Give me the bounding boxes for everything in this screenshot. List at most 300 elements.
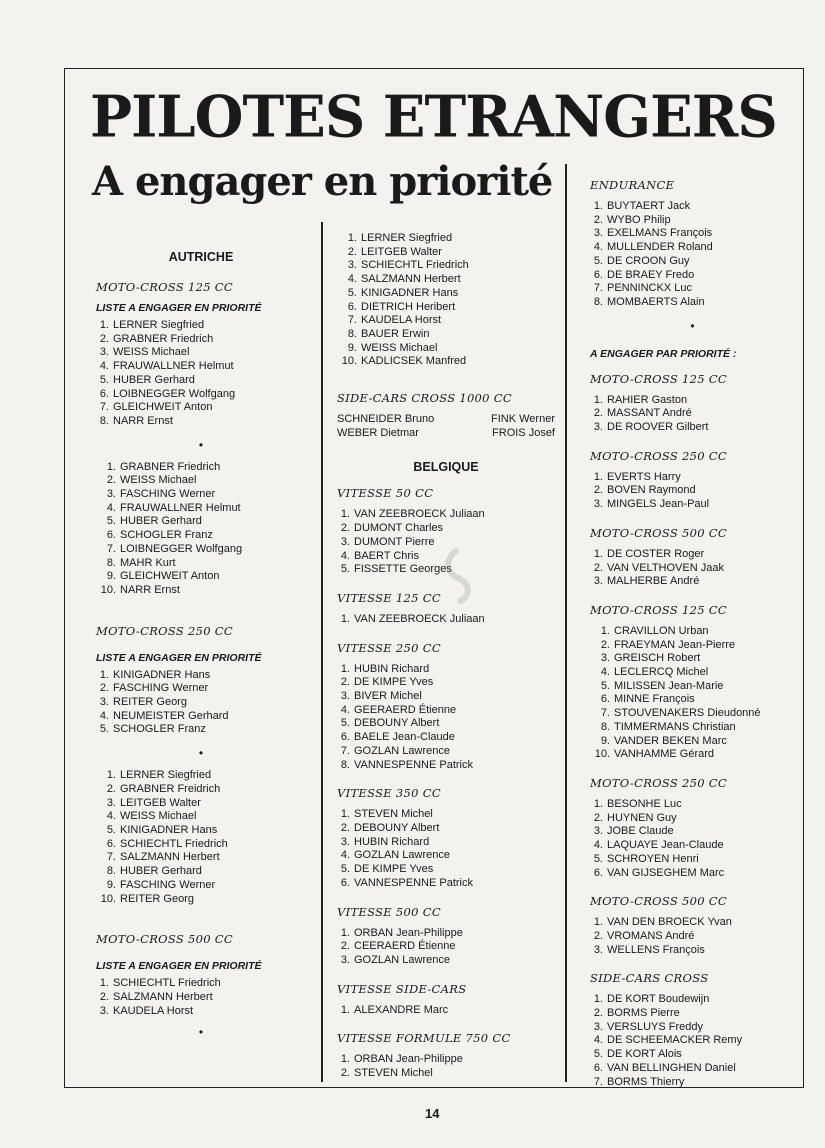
rider-number: 7. <box>340 744 350 757</box>
rider-name: BORMS Thierry <box>607 1075 685 1088</box>
rider-number: 3. <box>593 825 603 838</box>
category-title: SIDE-CARS CROSS <box>590 971 709 986</box>
column-austria-1 <box>96 250 306 1038</box>
rider-name: BAERT Chris <box>354 549 420 562</box>
rider-entry <box>96 893 306 907</box>
rider-number: 1. <box>106 460 116 473</box>
rider-name: STEVEN Michel <box>354 808 433 821</box>
rider-entry <box>590 394 795 408</box>
category-title: VITESSE SIDE-CARS <box>337 981 467 996</box>
passenger: FINK Werner <box>491 413 555 426</box>
page-title: PILOTES ETRANGERS <box>90 83 777 151</box>
rider-number: 6. <box>340 731 350 744</box>
rider-name: GREISCH Robert <box>614 652 701 665</box>
category-title: MOTO-CROSS 500 CC <box>96 932 234 947</box>
rider-name: DUMONT Pierre <box>354 535 435 548</box>
rider-number: 2. <box>593 1007 603 1020</box>
rider-name: KINIGADNER Hans <box>361 286 459 299</box>
rider-name: EVERTS Harry <box>607 470 681 483</box>
column-divider <box>321 222 323 1082</box>
rider-number: 10. <box>100 583 116 596</box>
rider-number: 8. <box>593 295 603 308</box>
rider-name: WEISS Michael <box>361 341 438 354</box>
rider-name: STOUVENAKERS Dieudonné <box>614 707 761 720</box>
rider-name: DE KORT Boudewijn <box>607 993 710 1006</box>
rider-name: VAN VELTHOVEN Jaak <box>607 561 724 574</box>
rider-entry <box>337 613 555 627</box>
rider-number: 2. <box>340 940 350 953</box>
rider-name: MILISSEN Jean-Marie <box>614 679 724 692</box>
rider-entry <box>96 474 306 488</box>
rider-name: DE ROOVER Gilbert <box>607 421 709 434</box>
rider-entry <box>96 515 306 529</box>
rider-number: 1. <box>593 393 603 406</box>
rider-name: GLEICHWEIT Anton <box>120 570 220 583</box>
rider-entry <box>590 575 795 589</box>
rider-number: 3. <box>593 575 603 588</box>
rider-list <box>337 1053 555 1080</box>
rider-entry <box>337 745 555 759</box>
rider-name: HUYNEN Guy <box>607 811 677 824</box>
rider-number: 8. <box>347 327 357 340</box>
rider-number: 4. <box>340 703 350 716</box>
rider-name: GOZLAN Lawrence <box>354 744 450 757</box>
rider-entry <box>337 314 555 328</box>
rider-entry <box>96 360 306 374</box>
rider-number: 5. <box>593 1048 603 1061</box>
rider-entry <box>96 415 306 429</box>
rider-number: 4. <box>347 273 357 286</box>
category-title: MOTO-CROSS 500 CC <box>590 525 728 540</box>
rider-number: 1. <box>340 612 350 625</box>
category-title: VITESSE 500 CC <box>337 904 441 919</box>
rider-entry <box>590 944 795 958</box>
rider-entry <box>96 723 306 737</box>
rider-name: SCHIECHTL Friedrich <box>120 837 228 850</box>
sidecar-pair <box>337 413 555 427</box>
rider-number: 6. <box>106 837 116 850</box>
rider-entry <box>590 471 795 485</box>
rider-number: 8. <box>106 556 116 569</box>
rider-name: PENNINCKX Luc <box>607 282 692 295</box>
passenger: FROIS Josef <box>492 426 555 439</box>
rider-number: 4. <box>593 839 603 852</box>
rider-entry <box>590 498 795 512</box>
rider-number: 4. <box>99 709 109 722</box>
country-heading: AUTRICHE <box>168 250 234 264</box>
rider-number: 5. <box>99 373 109 386</box>
watermark-logo <box>440 548 476 604</box>
rider-number: 1. <box>593 547 603 560</box>
rider-entry <box>590 693 795 707</box>
rider-entry <box>590 853 795 867</box>
rider-number: 2. <box>600 638 610 651</box>
rider-entry <box>337 342 555 356</box>
rider-number: 3. <box>340 835 350 848</box>
rider-entry <box>337 822 555 836</box>
rider-entry <box>96 977 306 991</box>
rider-entry <box>96 865 306 879</box>
rider-entry <box>590 930 795 944</box>
rider-number: 1. <box>340 926 350 939</box>
category-title: VITESSE 50 CC <box>337 486 434 501</box>
rider-number: 3. <box>340 535 350 548</box>
rider-number: 2. <box>340 522 350 535</box>
rider-name: CEERAERD Étienne <box>354 940 456 953</box>
rider-entry <box>590 421 795 435</box>
rider-entry <box>96 824 306 838</box>
category-title: MOTO-CROSS 500 CC <box>590 894 728 909</box>
rider-entry <box>337 759 555 773</box>
rider-name: WELLENS François <box>607 943 705 956</box>
rider-entry <box>590 839 795 853</box>
rider-entry <box>590 562 795 576</box>
rider-name: WEISS Michael <box>120 474 197 487</box>
rider-entry <box>590 652 795 666</box>
rider-entry <box>96 879 306 893</box>
rider-name: BESONHE Luc <box>607 797 682 810</box>
rider-entry <box>337 849 555 863</box>
rider-entry <box>96 810 306 824</box>
rider-number: 2. <box>99 682 109 695</box>
rider-name: MULLENDER Roland <box>607 241 713 254</box>
category-title: MOTO-CROSS 125 CC <box>590 602 728 617</box>
driver: WEBER Dietmar <box>337 426 419 439</box>
rider-name: VANHAMME Gérard <box>614 748 715 761</box>
rider-name: SALZMANN Herbert <box>120 851 220 864</box>
rider-entry <box>590 707 795 721</box>
rider-entry <box>590 227 795 241</box>
rider-entry <box>96 461 306 475</box>
rider-entry <box>337 717 555 731</box>
category-title: MOTO-CROSS 125 CC <box>590 371 728 386</box>
rider-number: 2. <box>99 332 109 345</box>
rider-number: 7. <box>106 851 116 864</box>
rider-name: MASSANT André <box>607 407 692 420</box>
rider-number: 2. <box>593 484 603 497</box>
rider-entry <box>590 721 795 735</box>
rider-entry <box>96 696 306 710</box>
category-title: MOTO-CROSS 125 CC <box>96 280 234 294</box>
rider-entry <box>96 584 306 598</box>
rider-entry <box>96 851 306 865</box>
rider-number: 4. <box>99 360 109 373</box>
rider-entry <box>337 232 555 246</box>
rider-number: 2. <box>340 821 350 834</box>
rider-list <box>337 613 555 627</box>
rider-number: 7. <box>347 314 357 327</box>
rider-entry <box>337 690 555 704</box>
rider-number: 7. <box>600 707 610 720</box>
rider-entry <box>590 625 795 639</box>
rider-list <box>337 663 555 773</box>
rider-entry <box>590 680 795 694</box>
rider-number: 3. <box>106 796 116 809</box>
rider-name: DE KIMPE Yves <box>354 676 434 689</box>
rider-entry <box>337 273 555 287</box>
rider-name: SCHIECHTL Friedrich <box>113 977 221 990</box>
rider-entry <box>590 200 795 214</box>
rider-number: 6. <box>99 387 109 400</box>
rider-name: DE CROON Guy <box>607 254 690 267</box>
rider-name: LAQUAYE Jean-Claude <box>607 839 724 852</box>
rider-number: 8. <box>600 720 610 733</box>
rider-name: DEBOUNY Albert <box>354 717 440 730</box>
rider-number: 3. <box>106 488 116 501</box>
rider-entry <box>337 259 555 273</box>
category-title: MOTO-CROSS 250 CC <box>96 623 234 638</box>
rider-entry <box>337 863 555 877</box>
column-3 <box>590 178 795 1089</box>
rider-name: MINNE François <box>614 693 695 706</box>
rider-name: VROMANS André <box>607 929 695 942</box>
rider-name: EXELMANS François <box>607 227 713 240</box>
category-title: VITESSE 350 CC <box>337 786 441 801</box>
rider-name: FRAUWALLNER Helmut <box>120 501 241 514</box>
rider-name: BOVEN Raymond <box>607 484 696 497</box>
priority-heading: A ENGAGER PAR PRIORITÉ : <box>590 347 737 360</box>
rider-name: BUYTAERT Jack <box>607 200 691 212</box>
rider-number: 4. <box>340 549 350 562</box>
rider-name: GOZLAN Lawrence <box>354 849 450 862</box>
rider-number: 1. <box>600 624 610 637</box>
rider-name: JOBE Claude <box>607 825 674 838</box>
rider-number: 3. <box>99 1004 109 1017</box>
rider-number: 3. <box>340 953 350 966</box>
rider-number: 6. <box>347 300 357 313</box>
rider-entry <box>337 301 555 315</box>
rider-entry <box>337 927 555 941</box>
rider-number: 5. <box>106 515 116 528</box>
rider-name: DE BRAEY Fredo <box>607 268 695 281</box>
page-subtitle: A engager en priorité <box>92 158 553 205</box>
rider-name: LECLERCQ Michel <box>614 666 709 679</box>
rider-name: MOMBAERTS Alain <box>607 295 705 308</box>
rider-name: STEVEN Michel <box>354 1067 433 1080</box>
rider-name: GRABNER Friedrich <box>120 460 221 473</box>
rider-number: 3. <box>593 421 603 434</box>
rider-number: 2. <box>593 407 603 420</box>
rider-number: 6. <box>593 1061 603 1074</box>
rider-entry <box>96 570 306 584</box>
rider-entry <box>96 838 306 852</box>
separator-dot: • <box>198 1025 204 1040</box>
rider-entry <box>590 296 795 310</box>
rider-entry <box>590 255 795 269</box>
rider-number: 9. <box>347 341 357 354</box>
rider-name: DE COSTER Roger <box>607 547 705 560</box>
rider-number: 3. <box>593 498 603 511</box>
rider-number: 6. <box>593 866 603 879</box>
rider-number: 1. <box>593 993 603 1006</box>
rider-name: BORMS Pierre <box>607 1007 680 1020</box>
rider-entry <box>96 502 306 516</box>
rider-number: 4. <box>340 849 350 862</box>
rider-entry <box>337 877 555 891</box>
rider-entry <box>590 1021 795 1035</box>
rider-list <box>590 798 795 880</box>
rider-name: WEISS Michael <box>113 346 190 359</box>
rider-number: 5. <box>593 254 603 267</box>
rider-name: DE SCHEEMACKER Remy <box>607 1034 743 1047</box>
rider-name: SCHROYEN Henri <box>607 852 699 865</box>
rider-name: FASCHING Werner <box>113 682 209 695</box>
rider-number: 8. <box>99 414 109 427</box>
rider-name: LOIBNEGGER Wolfgang <box>113 387 236 400</box>
rider-name: CRAVILLON Urban <box>614 624 709 637</box>
category-title: VITESSE 125 CC <box>337 590 441 605</box>
rider-name: VANDER BEKEN Marc <box>614 734 727 747</box>
rider-number: 1. <box>340 1053 350 1066</box>
rider-entry <box>96 710 306 724</box>
rider-number: 8. <box>106 865 116 878</box>
rider-name: NEUMEISTER Gerhard <box>113 709 229 722</box>
rider-name: GLEICHWEIT Anton <box>113 401 213 414</box>
rider-number: 2. <box>340 1067 350 1080</box>
rider-number: 5. <box>106 823 116 836</box>
rider-name: GRABNER Freidrich <box>120 782 221 795</box>
rider-name: VAN DEN BROECK Yvan <box>607 916 732 929</box>
rider-name: KINIGADNER Hans <box>113 668 211 681</box>
rider-list <box>96 769 306 906</box>
rider-number: 1. <box>593 200 603 212</box>
priority-label: LISTE A ENGAGER EN PRIORITÉ <box>96 960 262 973</box>
page-number: 14 <box>425 1106 440 1121</box>
rider-entry <box>96 488 306 502</box>
rider-name: TIMMERMANS Christian <box>614 720 736 733</box>
rider-name: HUBIN Richard <box>354 835 430 848</box>
rider-number: 1. <box>347 232 357 244</box>
rider-name: NARR Ernst <box>120 583 180 596</box>
rider-entry <box>590 867 795 881</box>
rider-number: 7. <box>593 1075 603 1088</box>
rider-number: 6. <box>593 268 603 281</box>
rider-name: SCHIECHTL Friedrich <box>361 259 469 272</box>
rider-name: LERNER Siegfried <box>113 319 205 331</box>
rider-entry <box>337 522 555 536</box>
rider-entry <box>590 916 795 930</box>
rider-number: 6. <box>106 529 116 542</box>
rider-number: 9. <box>600 734 610 747</box>
rider-name: MAHR Kurt <box>120 556 176 569</box>
rider-number: 3. <box>99 346 109 359</box>
rider-number: 4. <box>106 501 116 514</box>
rider-number: 1. <box>99 319 109 331</box>
rider-name: SALZMANN Herbert <box>113 990 213 1003</box>
rider-number: 1. <box>340 1003 350 1016</box>
rider-entry <box>590 214 795 228</box>
rider-number: 1. <box>593 797 603 810</box>
rider-entry <box>590 666 795 680</box>
rider-entry <box>590 282 795 296</box>
rider-number: 5. <box>340 717 350 730</box>
rider-name: ORBAN Jean-Philippe <box>354 1053 463 1066</box>
separator-dot: • <box>690 318 695 333</box>
rider-name: VAN ZEEBROECK Juliaan <box>354 612 485 625</box>
rider-name: FISSETTE Georges <box>354 563 452 576</box>
rider-name: KADLICSEK Manfred <box>361 355 467 368</box>
rider-name: SCHOGLER Franz <box>113 723 206 736</box>
rider-number: 3. <box>347 259 357 272</box>
rider-name: LERNER Siegfried <box>361 232 453 244</box>
rider-name: SCHOGLER Franz <box>120 529 213 542</box>
rider-name: BIVER Michel <box>354 690 422 703</box>
rider-number: 2. <box>593 561 603 574</box>
rider-name: DUMONT Charles <box>354 522 444 535</box>
rider-number: 5. <box>99 723 109 736</box>
rider-entry <box>590 735 795 749</box>
category-title: ENDURANCE <box>590 178 675 192</box>
rider-number: 6. <box>600 693 610 706</box>
rider-list <box>96 669 306 738</box>
rider-name: VAN BELLINGHEN Daniel <box>607 1061 736 1074</box>
rider-entry <box>96 543 306 557</box>
rider-number: 3. <box>593 227 603 240</box>
rider-name: GRABNER Friedrich <box>113 332 214 345</box>
rider-entry <box>590 639 795 653</box>
rider-list <box>337 1004 555 1018</box>
rider-entry <box>337 1053 555 1067</box>
rider-name: GEERAERD Étienne <box>354 703 457 716</box>
rider-list <box>96 319 306 429</box>
rider-number: 2. <box>106 474 116 487</box>
rider-entry <box>337 355 555 369</box>
rider-number: 4. <box>106 810 116 823</box>
rider-number: 9. <box>106 570 116 583</box>
rider-name: VAN GIJSEGHEM Marc <box>607 866 725 879</box>
rider-number: 10. <box>100 892 116 905</box>
rider-number: 1. <box>340 662 350 675</box>
rider-list <box>590 548 795 589</box>
rider-name: WEISS Michael <box>120 810 197 823</box>
rider-name: MALHERBE André <box>607 575 700 588</box>
category-title: MOTO-CROSS 250 CC <box>590 448 728 463</box>
rider-list <box>590 916 795 957</box>
category-title: VITESSE FORMULE 750 CC <box>337 1031 511 1046</box>
rider-number: 2. <box>593 811 603 824</box>
rider-entry <box>590 241 795 255</box>
rider-name: FRAUWALLNER Helmut <box>113 360 234 373</box>
separator-dot: • <box>198 437 204 452</box>
rider-number: 1. <box>99 977 109 990</box>
rider-entry <box>96 1005 306 1019</box>
rider-entry <box>96 783 306 797</box>
rider-list <box>337 232 555 369</box>
rider-entry <box>590 748 795 762</box>
rider-entry <box>337 676 555 690</box>
rider-entry <box>590 1048 795 1062</box>
rider-number: 8. <box>340 758 350 771</box>
rider-entry <box>337 246 555 260</box>
rider-entry <box>590 269 795 283</box>
rider-entry <box>337 954 555 968</box>
rider-name: GOZLAN Lawrence <box>354 953 450 966</box>
rider-number: 1. <box>340 808 350 821</box>
rider-name: DEBOUNY Albert <box>354 821 440 834</box>
rider-entry <box>337 287 555 301</box>
rider-number: 10. <box>341 355 357 368</box>
rider-number: 5. <box>340 563 350 576</box>
rider-list <box>590 993 795 1089</box>
rider-number: 1. <box>99 668 109 681</box>
rider-list <box>590 200 795 310</box>
rider-name: REITER Georg <box>113 696 187 709</box>
rider-entry <box>96 319 306 333</box>
column-divider <box>565 164 567 1082</box>
rider-name: BAELE Jean-Claude <box>354 731 455 744</box>
rider-name: FRAEYMAN Jean-Pierre <box>614 638 736 651</box>
rider-entry <box>337 836 555 850</box>
